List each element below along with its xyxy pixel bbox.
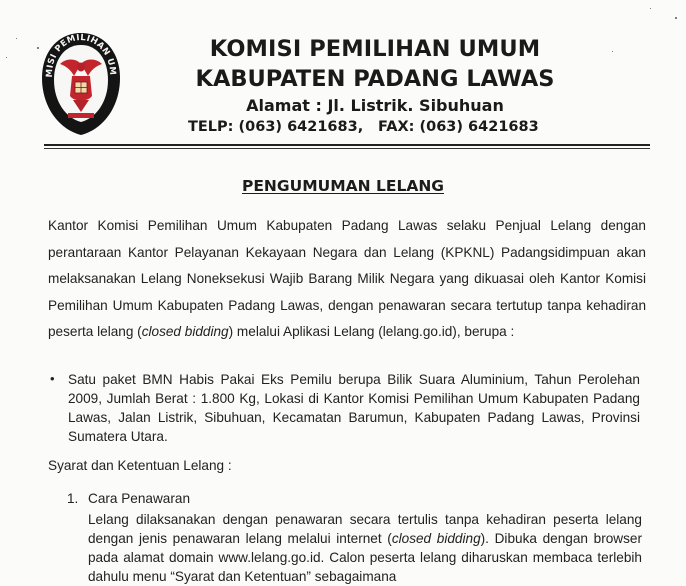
- address-line: Alamat : Jl. Listrik. Sibuhuan: [246, 96, 504, 115]
- organization-name: KOMISI PEMILIHAN UMUM: [209, 36, 541, 62]
- auction-item-description: Satu paket BMN Habis Pakai Eks Pemilu berupa Bilik Suara Aluminium, Tahun Perolehan 2009, Jumlah Berat : 1.800 Kg, Lokasi di Kantor Komisi Pemilihan Umum Kabupaten Padang Lawas, Jalan Listrik, Sibuhuan, Kecamatan Barumun, Kabupaten Padang Lawas, Provinsi Sumatera Utara.: [68, 372, 640, 444]
- letterhead-divider-thin: [44, 148, 650, 149]
- intro-text-start: Kantor Komisi Pemilihan Umum Kabupaten Padang Lawas selaku Penjual Lelang dengan perantaraan Kantor Pelayanan Kekayaan Negara dan Lelang (KPKNL) Padangsidimpuan akan melaksanakan Lelang Noneksekusi Wajib Barang Milik Negara yang dikuasai oleh Kantor Komisi Pemilihan Umum Kabupaten Padang Lawas, dengan penawaran secara tertutup tanpa kehadiran peserta lelang (: [48, 218, 646, 340]
- letterhead-divider-thick: [44, 144, 650, 146]
- term-body-end: ). Dibuka dengan browser pada alamat domain www.lelang.go.id. Calon peserta lelang diharuskan membaca terlebih dahulu menu “Syarat dan Ketentuan” sebagaimana: [88, 531, 642, 584]
- logo-arc-text: MISI PEMILIHAN UM: [44, 32, 118, 78]
- intro-paragraph: [48, 213, 646, 346]
- document-title-text: PENGUMUMAN LELANG: [241, 177, 445, 195]
- scan-speck: [675, 17, 677, 19]
- contact-line: [188, 119, 588, 135]
- term-title: Cara Penawaran: [88, 491, 191, 506]
- scan-speck: [37, 47, 39, 49]
- intro-text-end: ) melalui Aplikasi Lelang (lelang.go.id), berupa :: [228, 324, 515, 340]
- terms-heading: Syarat dan Ketentuan Lelang :: [48, 458, 232, 473]
- scan-speck: [16, 38, 17, 39]
- phone-number: TELP: (063) 6421683,: [188, 119, 364, 135]
- kpu-logo: [38, 30, 124, 138]
- term-closed-bidding: closed bidding: [391, 531, 481, 546]
- fax-number: FAX: (063) 6421683: [378, 119, 539, 135]
- term-body: [88, 510, 642, 586]
- term-number: 1.: [67, 491, 79, 506]
- scan-speck: [6, 57, 7, 58]
- scan-speck: [612, 51, 613, 52]
- scan-speck: [650, 8, 651, 9]
- term-body-start: Lelang dilaksanakan dengan penawaran secara tertulis tanpa kehadiran peserta lelang dengan jenis penawaran lelang melalui internet (: [88, 512, 642, 546]
- bullet-marker: •: [50, 371, 55, 386]
- intro-closed-bidding: closed bidding: [141, 324, 229, 340]
- region-name: KABUPATEN PADANG LAWAS: [195, 66, 555, 92]
- document-title: [0, 177, 686, 195]
